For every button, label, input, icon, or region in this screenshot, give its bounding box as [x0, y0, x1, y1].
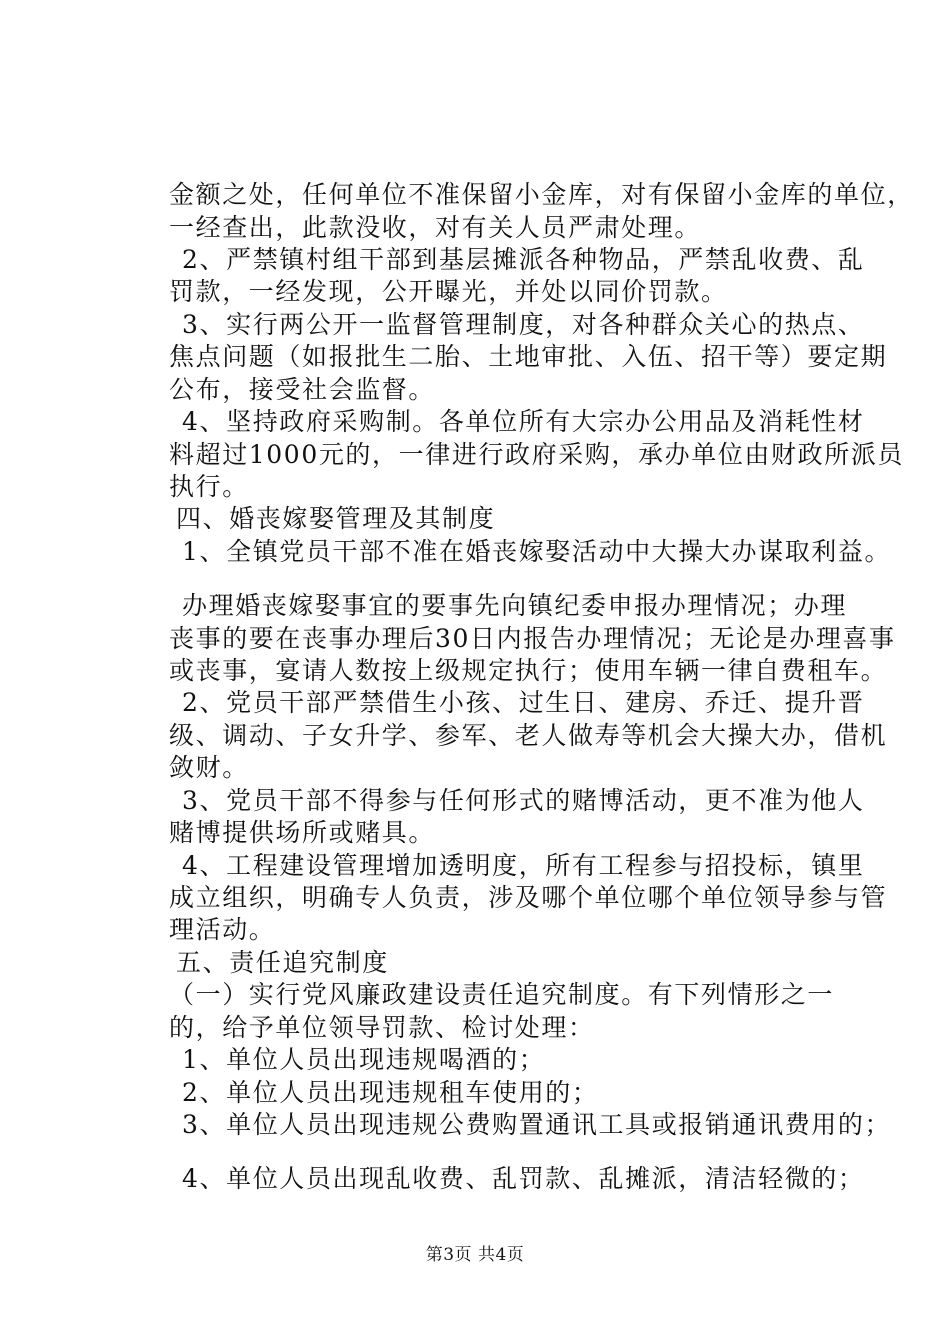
- text-line: 级、调动、子女升学、参军、老人做寿等机会大操大办，借机: [169, 721, 888, 750]
- text-line: 一经查出，此款没收，对有关人员严肃处理。: [169, 213, 702, 242]
- text-line: 执行。: [169, 472, 249, 501]
- text-line: 罚款，一经发现，公开曝光，并处以同价罚款。: [169, 277, 728, 306]
- text-line: 的，给予单位领导罚款、检讨处理：: [169, 1013, 595, 1042]
- text-line: 或丧事，宴请人数按上级规定执行；使用车辆一律自费租车。: [169, 656, 888, 685]
- text-line: 4、单位人员出现乱收费、乱罚款、乱摊派，清洁轻微的；: [182, 1164, 865, 1193]
- text-line: （一）实行党风廉政建设责任追究制度。有下列情形之一: [169, 980, 835, 1009]
- text-line: 1、单位人员出现违规喝酒的；: [182, 1045, 546, 1074]
- text-line: 1、全镇党员干部不准在婚丧嫁娶活动中大操大办谋取利益。: [182, 537, 892, 566]
- page-number-footer: 第3页 共4页: [425, 1245, 525, 1265]
- text-line: 料超过1000元的，一律进行政府采购，承办单位由财政所派员: [169, 440, 905, 469]
- text-line: 2、单位人员出现违规租车使用的；: [182, 1078, 599, 1107]
- text-line: 3、实行两公开一监督管理制度，对各种群众关心的热点、: [182, 310, 865, 339]
- text-line: 3、单位人员出现违规公费购置通讯工具或报销通讯费用的；: [182, 1110, 892, 1139]
- text-line: 公布，接受社会监督。: [169, 375, 436, 404]
- text-line: 敛财。: [169, 753, 249, 782]
- text-line: 4、工程建设管理增加透明度，所有工程参与招投标，镇里: [182, 851, 865, 880]
- section-heading: 五、责任追究制度: [176, 948, 389, 977]
- text-line: 2、严禁镇村组干部到基层摊派各种物品，严禁乱收费、乱: [182, 245, 865, 274]
- text-line: 2、党员干部严禁借生小孩、过生日、建房、乔迁、提升晋: [182, 688, 865, 717]
- text-line: 办理婚丧嫁娶事宜的要事先向镇纪委申报办理情况；办理: [182, 591, 848, 620]
- text-line: 理活动。: [169, 915, 276, 944]
- text-line: 焦点问题（如报批生二胎、土地审批、入伍、招干等）要定期: [169, 342, 888, 371]
- text-line: 赌博提供场所或赌具。: [169, 818, 436, 847]
- text-line: 丧事的要在丧事办理后30日内报告办理情况；无论是办理喜事: [169, 624, 896, 653]
- text-line: 4、坚持政府采购制。各单位所有大宗办公用品及消耗性材: [182, 407, 865, 436]
- text-line: 3、党员干部不得参与任何形式的赌博活动，更不准为他人: [182, 786, 865, 815]
- text-line: 金额之处，任何单位不准保留小金库，对有保留小金库的单位，: [169, 180, 914, 209]
- text-line: 成立组织，明确专人负责，涉及哪个单位哪个单位领导参与管: [169, 883, 888, 912]
- section-heading: 四、婚丧嫁娶管理及其制度: [176, 504, 496, 533]
